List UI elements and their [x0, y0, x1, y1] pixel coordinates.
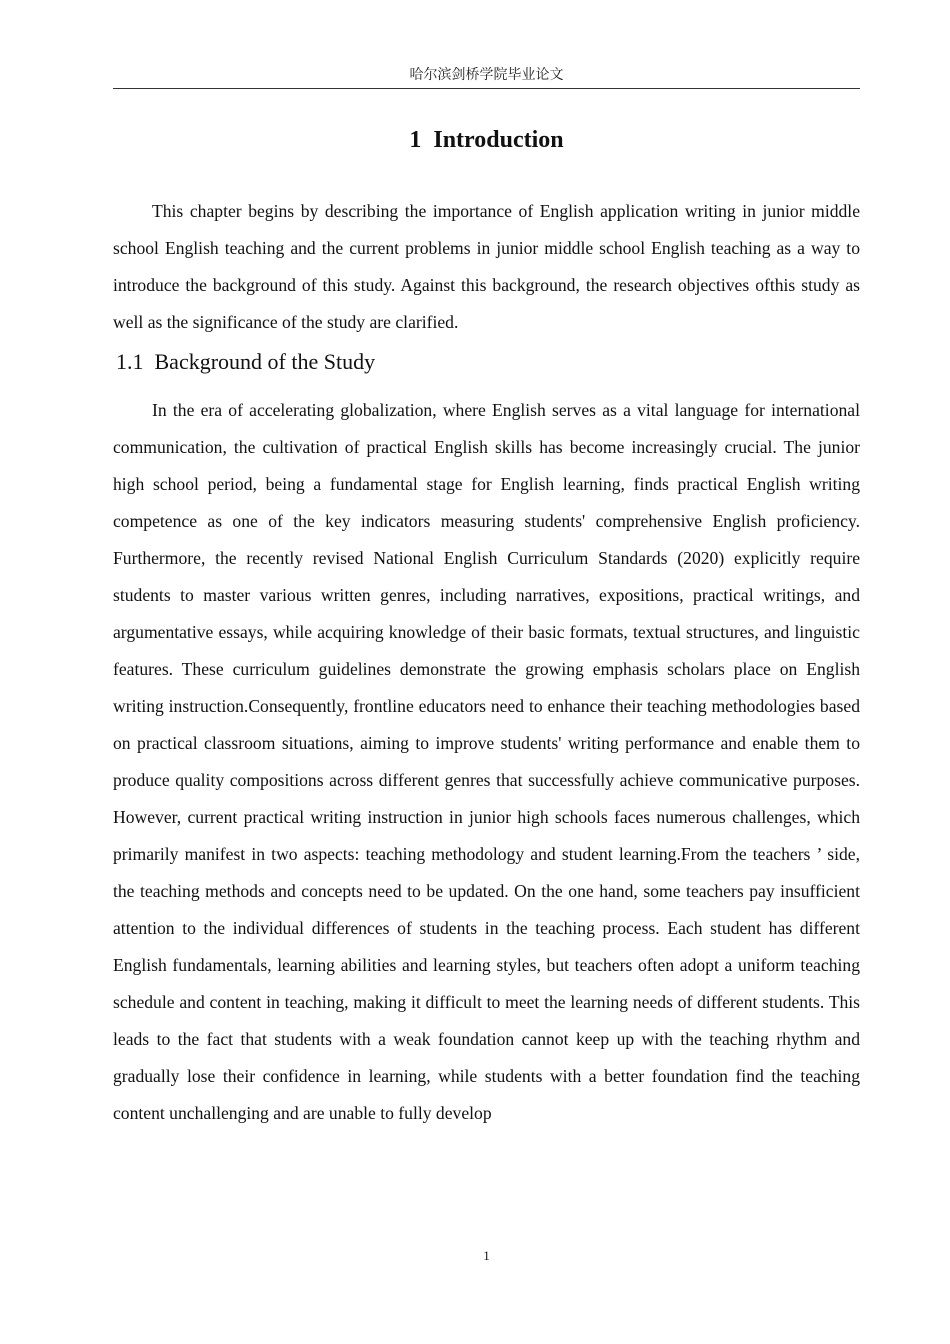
- chapter-title: 1 Introduction: [409, 127, 564, 153]
- running-header: 哈尔滨剑桥学院毕业论文: [409, 67, 564, 83]
- intro-paragraph: This chapter begins by describing the importance of English application writing in junior middle school English teaching and the current problems in junior middle school English teaching as a way to introduce the background of this study. Against this background, the research objectives ofthis study as well as the significance of the study are clarified.: [113, 201, 860, 332]
- section-heading: 1.1 Background of the Study: [116, 349, 376, 374]
- background-paragraph: In the era of accelerating globalization, where English serves as a vital language for international communication, the cultivation of practical English skills has become increasingly crucial. The junior high school period, being a fundamental stage for English learning, finds practical English writing competence as one of the key indicators measuring students' comprehensive English proficiency. Furthermore, the recently revised National English Curriculum Standards (2020) explicitly require students to master various written genres, including narratives, expositions, practical writings, and argumentative essays, while acquiring knowledge of their basic formats, textual structures, and linguistic features. These curriculum guidelines demonstrate the growing emphasis scholars place on English writing instruction.Consequently, frontline educators need to enhance their teaching methodologies based on practical classroom situations, aiming to improve students' writing performance and enable them to produce quality compositions across different genres that successfully achieve communicative purposes. However, current practical writing instruction in junior high schools faces numerous challenges, which primarily manifest in two aspects: teaching methodology and student learning.From the teachers ’ side, the teaching methods and concepts need to be updated. On the one hand, some teachers pay insufficient attention to the individual differences of students in the teaching process. Each student has different English fundamentals, learning abilities and learning styles, but teachers often adopt a uniform teaching schedule and content in teaching, making it difficult to meet the learning needs of different students. This leads to the fact that students with a weak foundation cannot keep up with the teaching rhythm and gradually lose their confidence in learning, while students with a better foundation find the teaching content unchallenging and are unable to fully develop: [113, 400, 860, 1123]
- page-number: 1: [483, 1248, 490, 1263]
- header-rule: [113, 88, 860, 89]
